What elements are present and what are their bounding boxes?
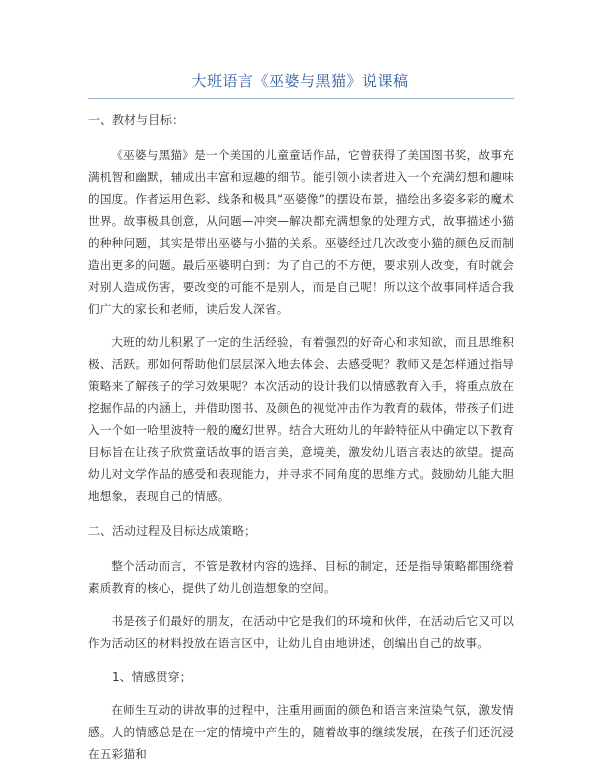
- section-2-subheading-1: 1、情感贯穿；: [112, 670, 192, 684]
- section-2-heading: 二、活动过程及目标达成策略；: [88, 524, 257, 538]
- section-1-paragraph-2: 大班的幼儿积累了一定的生活经验，有着强烈的好奇心和求知欲，而且思维积极、活跃。那如何帮助他们层层深入地去体会、去感受呢？教师又是怎样通过指导策略来了解孩子的学习效果呢？本次活动的设计我们以情感教育入手，将重点放在挖掘作品的内涵上，并借助图书、及颜色的视觉冲击作为教育的载体，带孩子们进入一个如一哈里波特一般的魔幻世界。结合大班幼儿的年龄特征从中确定以下教育目标旨在让孩子欣赏童话故事的语言美，意境美，激发幼儿语言表达的欲望。提高幼儿对文学作品的感受和表现能力，并寻求不同角度的思维方式。鼓励幼儿能大胆地想象，表现自己的情感。: [88, 335, 514, 503]
- section-2-paragraph-1: 整个活动而言，不管是教材内容的选择、目标的制定，还是指导策略都围绕着素质教育的核心，提供了幼儿创造想象的空间。: [88, 559, 514, 595]
- document-body: [88, 108, 514, 776]
- page-title: 大班语言《巫婆与黑猫》说课稿: [191, 72, 409, 90]
- section-2-paragraph-2: 书是孩子们最好的朋友，在活动中它是我们的环境和伙伴，在活动后它又可以作为活动区的材料投放在语言区中，让幼儿自由地讲述，创编出自己的故事。: [88, 614, 514, 650]
- section-1-heading: 一、教材与目标：: [88, 113, 185, 127]
- section-1-paragraph-1: 《巫婆与黑猫》是一个美国的儿童童话作品，它曾获得了美国图书奖，故事充满机智和幽默，辅成出丰富和逗趣的细节。能引领小读者进入一个充满幻想和趣味的国度。作者运用色彩、线条和极具“巫婆像”的摆设布景，描绘出多姿多彩的魔术世界。故事极具创意，从问题—冲突—解决都充满想象的处理方式，故事描述小猫的种种问题，其实是带出巫婆与小猫的关系。巫婆经过几次改变小猫的颜色反而制造出更多的问题。最后巫婆明白到：为了自己的不方便，要求别人改变，有时就会对别人造成伤害，要改变的可能不是别人，而是自己呢！所以这个故事同样适合我们广大的家长和老师，读后发人深省。: [88, 148, 514, 316]
- title-divider: [88, 98, 514, 99]
- section-2-paragraph-3: 在师生互动的讲故事的过程中，注重用画面的颜色和语言来渲染气氛，激发情感。人的情感总是在一定的情境中产生的，随着故事的继续发展，在孩子们还沉浸在五彩猫和: [88, 703, 514, 761]
